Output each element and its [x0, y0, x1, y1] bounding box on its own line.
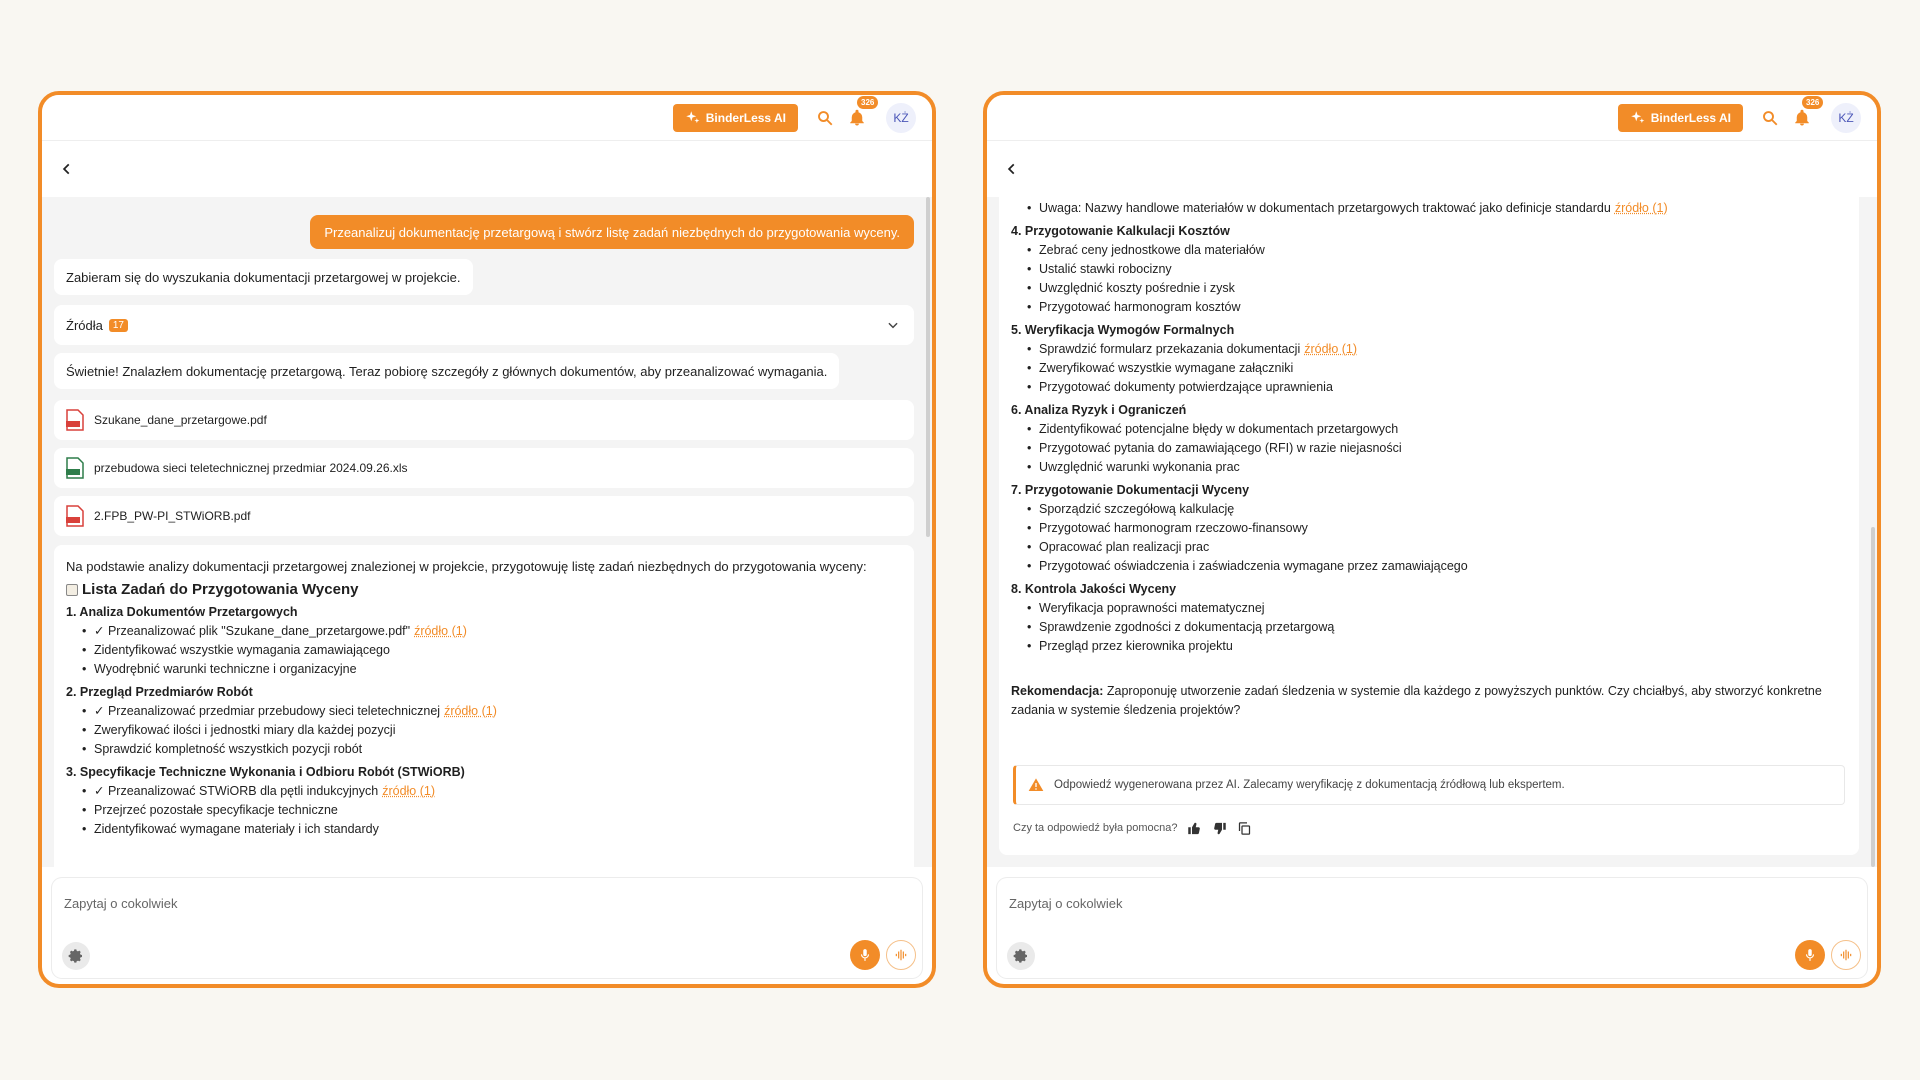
task-list [1011, 199, 1847, 218]
task-item: • Przygotować pytania do zamawiającego (RFI) w razie niejasności [1039, 439, 1847, 458]
section-title: 7. Przygotowanie Dokumentacji Wyceny [1011, 483, 1250, 497]
task-item: • Zebrać ceny jednostkowe dla materiałów [1039, 241, 1847, 260]
chat-input-box[interactable] [997, 878, 1867, 978]
bot-message: Zabieram się do wyszukania dokumentacji przetargowej w projekcie. [54, 259, 473, 295]
clipboard-icon [66, 584, 78, 596]
back-chevron-icon[interactable] [60, 162, 74, 176]
notification-badge: 326 [857, 96, 878, 109]
chat-area[interactable] [987, 197, 1877, 867]
sources-count-badge: 17 [109, 319, 128, 332]
top-bar [42, 95, 932, 141]
task-item: • Zidentyfikować wszystkie wymagania zamawiającego [94, 641, 902, 660]
section-title: 2. Przegląd Przedmiarów Robót [66, 685, 253, 699]
task-list [66, 622, 902, 679]
voice-mode-button[interactable] [886, 940, 916, 970]
task-item: • Uwzględnić koszty pośrednie i zysk [1039, 279, 1847, 298]
warning-text: Odpowiedź wygenerowana przez AI. Zalecamy weryfikację z dokumentacją źródłową lub ekspertem. [1054, 778, 1565, 791]
task-item: • Sprawdzenie zgodności z dokumentacją przetargową [1039, 618, 1847, 637]
ai-warning [1013, 765, 1845, 805]
thumbs-up-icon[interactable] [1187, 821, 1202, 836]
task-list [1011, 599, 1847, 656]
chat-area[interactable] [42, 197, 932, 867]
bot-message: Świetnie! Znalazłem dokumentację przetargową. Teraz pobiorę szczegóły z głównych dokumentów, aby przeanalizować wymagania. [54, 353, 839, 389]
recommendation-text: Zaproponuję utworzenie zadań śledzenia w systemie dla każdego z powyższych punktów. Czy chciałbyś, aby stworzyć konkretne zadania w systemie śledzenia projektów? [1011, 684, 1822, 717]
settings-button[interactable] [62, 942, 90, 970]
sparkle-icon [685, 110, 700, 125]
feedback-row [1013, 819, 1252, 838]
chat-input-box[interactable] [52, 878, 922, 978]
source-link[interactable]: źródło (1) [444, 704, 497, 718]
task-item: • Przegląd przez kierownika projektu [1039, 637, 1847, 656]
file-name: przebudowa sieci teletechnicznej przedmiar 2024.09.26.xls [94, 461, 408, 475]
notifications-button[interactable] [1789, 97, 1820, 131]
file-item[interactable] [54, 496, 914, 536]
back-row [42, 141, 932, 197]
task-item: • ✓ Przeanalizować STWiORB dla pętli indukcyjnych źródło (1) [94, 782, 902, 801]
task-list [1011, 420, 1847, 477]
task-item: • Weryfikacja poprawności matematycznej [1039, 599, 1847, 618]
bell-icon [848, 109, 866, 127]
section-title: 4. Przygotowanie Kalkulacji Kosztów [1011, 224, 1230, 238]
section-title: 5. Weryfikacja Wymogów Formalnych [1011, 323, 1235, 337]
task-item: • ✓ Przeanalizować przedmiar przebudowy sieci teletechnicznej źródło (1) [94, 702, 902, 721]
task-item: • Zweryfikować ilości i jednostki miary dla każdej pozycji [94, 721, 902, 740]
chat-input[interactable]: Zapytaj o cokolwiek [64, 896, 178, 911]
answer-card [54, 545, 914, 867]
ai-button-label: BinderLess AI [1650, 110, 1731, 125]
task-item: • Sporządzić szczegółową kalkulację [1039, 500, 1847, 519]
microphone-button[interactable] [1795, 940, 1825, 970]
scrollbar[interactable] [926, 197, 930, 537]
section-title: 6. Analiza Ryzyk i Ograniczeń [1011, 403, 1187, 417]
file-item[interactable] [54, 400, 914, 440]
recommendation-label: Rekomendacja: [1011, 684, 1104, 698]
audio-wave-icon [894, 948, 908, 962]
answer-card [999, 197, 1859, 855]
task-item: • Sprawdzić kompletność wszystkich pozycji robót [94, 740, 902, 759]
thumbs-down-icon[interactable] [1212, 821, 1227, 836]
task-item: • Ustalić stawki robocizny [1039, 260, 1847, 279]
avatar[interactable]: KŻ [886, 103, 916, 133]
file-item[interactable] [54, 448, 914, 488]
source-link[interactable]: źródło (1) [382, 784, 435, 798]
section-title: 8. Kontrola Jakości Wyceny [1011, 582, 1177, 596]
task-item: • Przejrzeć pozostałe specyfikacje techniczne [94, 801, 902, 820]
answer-intro: Na podstawie analizy dokumentacji przetargowej znalezionej w projekcie, przygotowuję listę zadań niezbędnych do przygotowania wyceny: [66, 559, 867, 574]
sparkle-icon [1630, 110, 1645, 125]
task-item: • Uwzględnić warunki wykonania prac [1039, 458, 1847, 477]
microphone-icon [858, 948, 872, 962]
pdf-file-icon [66, 505, 84, 527]
task-item: • Wyodrębnić warunki techniczne i organizacyjne [94, 660, 902, 679]
task-list [1011, 241, 1847, 317]
task-list [1011, 500, 1847, 576]
xls-file-icon [66, 457, 84, 479]
feedback-question: Czy ta odpowiedź była pomocna? [1013, 822, 1178, 834]
sources-toggle[interactable] [54, 305, 914, 345]
warning-icon [1028, 777, 1044, 793]
binderless-ai-button[interactable] [1618, 104, 1743, 132]
file-name: 2.FPB_PW-PI_STWiORB.pdf [94, 509, 251, 523]
back-chevron-icon[interactable] [1005, 162, 1019, 176]
chat-panel-right [983, 91, 1881, 988]
top-bar [987, 95, 1877, 141]
source-link[interactable]: źródło (1) [414, 624, 467, 638]
bell-icon [1793, 109, 1811, 127]
task-item: • ✓ Przeanalizować plik "Szukane_dane_przetargowe.pdf" źródło (1) [94, 622, 902, 641]
pdf-file-icon [66, 409, 84, 431]
recommendation [1011, 682, 1847, 720]
task-item: • Przygotować harmonogram rzeczowo-finansowy [1039, 519, 1847, 538]
answer-title: Lista Zadań do Przygotowania Wyceny [66, 580, 902, 599]
task-item: • Przygotować oświadczenia i zaświadczenia wymagane przez zamawiającego [1039, 557, 1847, 576]
section-title: 3. Specyfikacje Techniczne Wykonania i Odbioru Robót (STWiORB) [66, 765, 465, 779]
chevron-down-icon [886, 318, 900, 332]
gear-icon [1013, 948, 1029, 964]
settings-button[interactable] [1007, 942, 1035, 970]
search-button[interactable] [1757, 105, 1783, 131]
search-button[interactable] [812, 105, 838, 131]
binderless-ai-button[interactable] [673, 104, 798, 132]
ai-button-label: BinderLess AI [705, 110, 786, 125]
back-row [987, 141, 1877, 197]
search-icon [1761, 109, 1779, 127]
task-item: • Sprawdzić formularz przekazania dokumentacji źródło (1) [1039, 340, 1847, 359]
notifications-button[interactable] [844, 97, 875, 131]
copy-icon[interactable] [1237, 821, 1252, 836]
file-name: Szukane_dane_przetargowe.pdf [94, 413, 267, 427]
task-list [66, 702, 902, 759]
notification-badge: 326 [1802, 96, 1823, 109]
task-item: • Opracować plan realizacji prac [1039, 538, 1847, 557]
sources-label: Źródła [66, 317, 103, 333]
microphone-button[interactable] [850, 940, 880, 970]
section-title: 1. Analiza Dokumentów Przetargowych [66, 605, 298, 619]
search-icon [816, 109, 834, 127]
avatar[interactable]: KŻ [1831, 103, 1861, 133]
audio-wave-icon [1839, 948, 1853, 962]
chat-panel-left [38, 91, 936, 988]
microphone-icon [1803, 948, 1817, 962]
task-item: • Zweryfikować wszystkie wymagane załączniki [1039, 359, 1847, 378]
task-item: • Przygotować harmonogram kosztów [1039, 298, 1847, 317]
task-list [66, 782, 902, 839]
task-item: • Zidentyfikować potencjalne błędy w dokumentach przetargowych [1039, 420, 1847, 439]
source-link[interactable]: źródło (1) [1304, 342, 1358, 356]
task-list [1011, 340, 1847, 397]
scrollbar[interactable] [1871, 527, 1875, 867]
user-message: Przeanalizuj dokumentację przetargową i stwórz listę zadań niezbędnych do przygotowania wyceny. [310, 215, 914, 249]
task-item: • Przygotować dokumenty potwierdzające uprawnienia [1039, 378, 1847, 397]
source-link[interactable]: źródło (1) [1614, 201, 1668, 215]
gear-icon [68, 948, 84, 964]
task-item: • Uwaga: Nazwy handlowe materiałów w dokumentach przetargowych traktować jako definicje standardu źródło (1) [1039, 199, 1847, 218]
chat-input[interactable]: Zapytaj o cokolwiek [1009, 896, 1123, 911]
voice-mode-button[interactable] [1831, 940, 1861, 970]
task-item: • Zidentyfikować wymagane materiały i ich standardy [94, 820, 902, 839]
